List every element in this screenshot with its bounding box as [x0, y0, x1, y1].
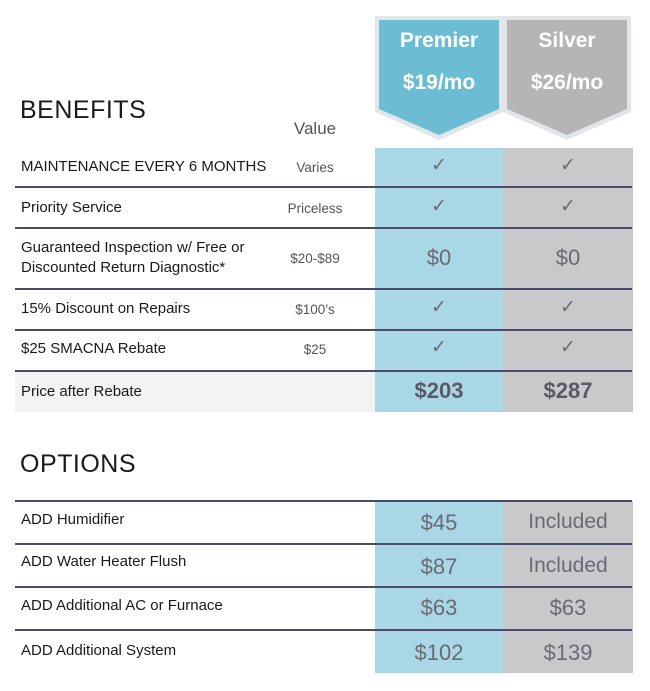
value-column-header: Value [293, 119, 337, 138]
row-divider [15, 370, 632, 372]
plan-name-premier: Premier [399, 29, 479, 52]
silver-check-icon: ✓ [560, 337, 576, 358]
silver-option-price: Included [528, 510, 608, 533]
benefit-value: Priceless [287, 201, 343, 216]
premier-check-icon: ✓ [431, 297, 447, 318]
plan-name-silver: Silver [538, 29, 596, 52]
row-divider [15, 288, 632, 290]
premier-option-price: $102 [414, 640, 464, 665]
silver-option-price: $139 [543, 640, 593, 665]
plan-badge-premier [375, 16, 503, 144]
option-label: ADD Additional System [21, 642, 177, 659]
benefit-value: $100’s [295, 302, 335, 317]
silver-check-icon: ✓ [560, 297, 576, 318]
plan-price-premier: $19/mo [402, 71, 476, 94]
benefit-label: Price after Rebate [21, 383, 142, 400]
row-divider [15, 227, 632, 229]
silver-option-price: Included [528, 554, 608, 577]
option-label: ADD Additional AC or Furnace [21, 597, 223, 614]
options-title: OPTIONS [20, 450, 137, 478]
row-divider [15, 586, 632, 588]
benefit-label: 15% Discount on Repairs [21, 300, 191, 317]
premier-option-price: $87 [420, 554, 458, 579]
row-divider [15, 629, 632, 631]
benefit-label-line1: Guaranteed Inspection w/ Free or [21, 239, 245, 256]
benefit-value: Varies [296, 160, 334, 175]
premier-value: $0 [426, 245, 452, 270]
plan-price-silver: $26/mo [530, 71, 604, 94]
premier-option-price: $45 [420, 510, 458, 535]
row-divider [15, 500, 632, 502]
benefit-label: $25 SMACNA Rebate [21, 340, 167, 357]
silver-value: $0 [555, 245, 581, 270]
premier-check-icon: ✓ [431, 196, 447, 217]
premier-check-icon: ✓ [431, 337, 447, 358]
silver-total-price: $287 [543, 378, 593, 403]
benefit-label: MAINTENANCE EVERY 6 MONTHS [21, 158, 267, 175]
plan-badge-silver [503, 16, 631, 144]
benefit-label-line2: Discounted Return Diagnostic* [21, 259, 226, 276]
row-divider [15, 329, 632, 331]
premier-option-price: $63 [420, 595, 458, 620]
option-label: ADD Water Heater Flush [21, 553, 187, 570]
benefits-title: BENEFITS [20, 96, 147, 124]
benefit-label: Priority Service [21, 199, 122, 216]
silver-check-icon: ✓ [560, 155, 576, 176]
silver-check-icon: ✓ [560, 196, 576, 217]
row-divider [15, 186, 632, 188]
option-label: ADD Humidifier [21, 511, 125, 528]
row-divider [15, 543, 632, 545]
benefit-value: $20-$89 [290, 251, 340, 266]
premier-total-price: $203 [414, 378, 464, 403]
benefit-value: $25 [303, 342, 327, 357]
silver-option-price: $63 [549, 595, 587, 620]
premier-check-icon: ✓ [431, 155, 447, 176]
